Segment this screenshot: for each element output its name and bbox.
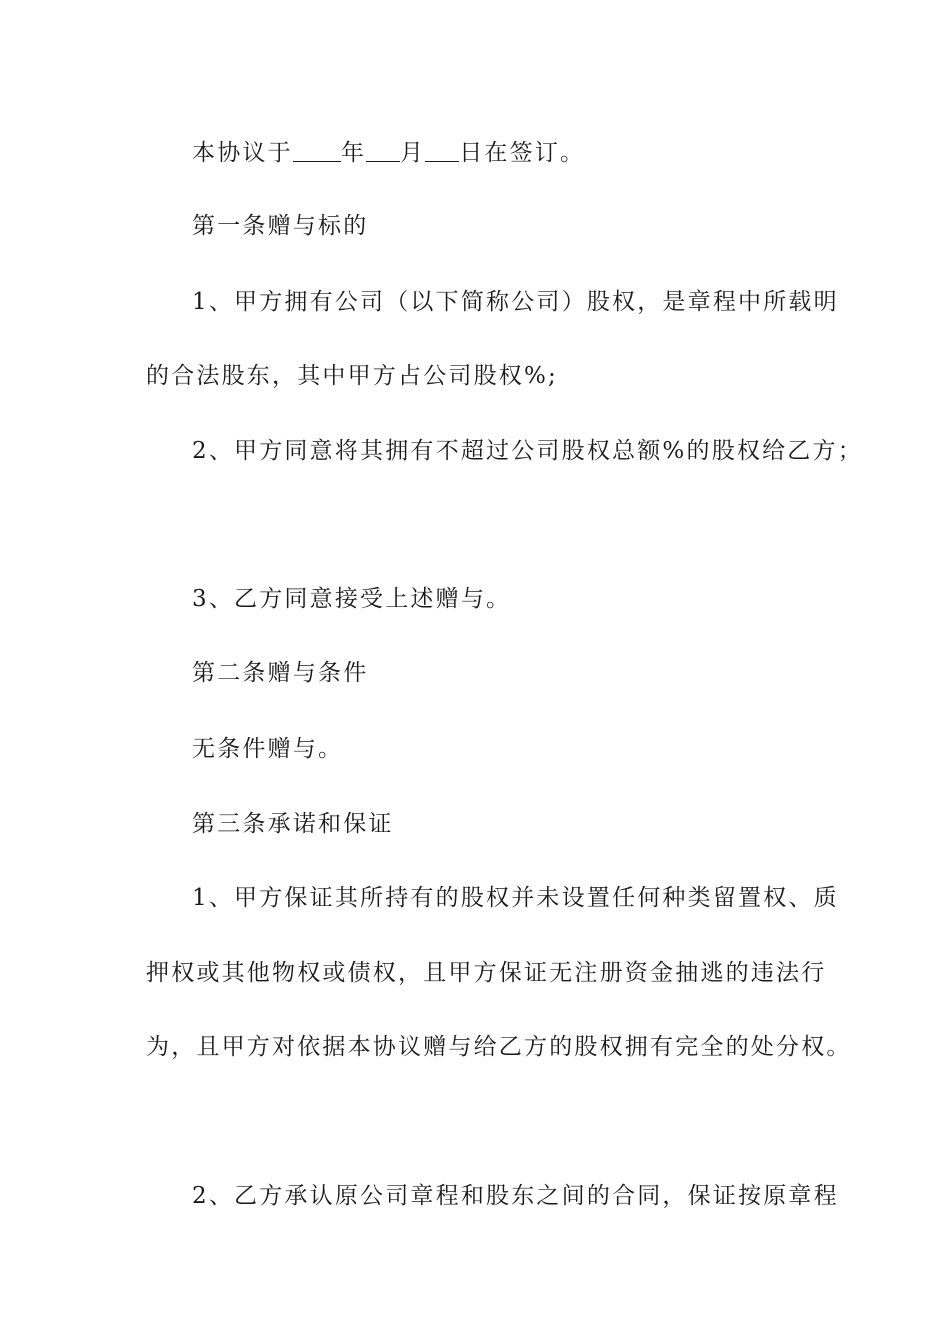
article2-heading: 第二条赠与条件 xyxy=(192,660,369,686)
signing-prefix: 本协议于 xyxy=(192,140,293,166)
day-label: 日在签订。 xyxy=(459,140,586,166)
article1-item2: 2、甲方同意将其拥有不超过公司股权总额%的股权给乙方； xyxy=(192,438,863,464)
article1-item3: 3、乙方同意接受上述赠与。 xyxy=(192,586,512,612)
article3-item1-line3: 为，且甲方对依据本协议赠与给乙方的股权拥有完全的处分权。 xyxy=(146,1034,852,1060)
article3-heading: 第三条承诺和保证 xyxy=(192,811,394,837)
article3-item1-line2: 押权或其他物权或债权，且甲方保证无注册资金抽逃的违法行 xyxy=(146,960,827,986)
article1-item1-line1: 1、甲方拥有公司（以下简称公司）股权，是章程中所载明 xyxy=(192,289,839,315)
article3-item2-line1: 2、乙方承认原公司章程和股东之间的合同，保证按原章程 xyxy=(192,1183,839,1209)
year-blank xyxy=(293,139,341,162)
article1-heading: 第一条赠与标的 xyxy=(192,213,369,239)
signing-date-line xyxy=(146,138,872,168)
month-label: 月 xyxy=(400,140,426,166)
article3-item1-line1: 1、甲方保证其所持有的股权并未设置任何种类留置权、质 xyxy=(192,885,839,911)
day-blank xyxy=(425,139,459,162)
year-label: 年 xyxy=(340,140,367,166)
month-blank xyxy=(366,139,400,162)
article1-item1-line2: 的合法股东，其中甲方占公司股权%; xyxy=(146,363,559,389)
article2-body: 无条件赠与。 xyxy=(192,736,344,762)
